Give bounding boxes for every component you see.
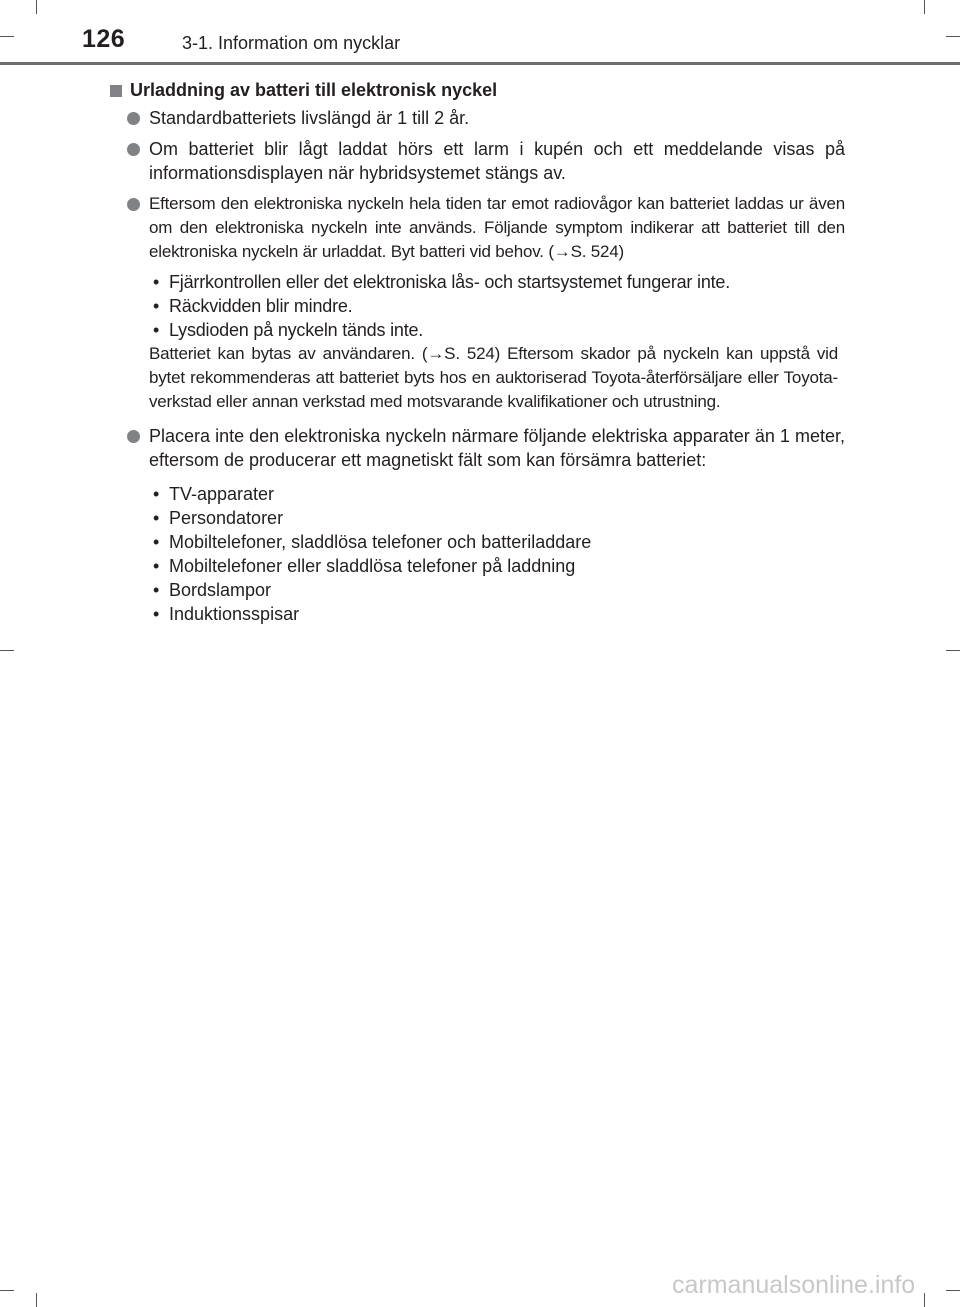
page-content (110, 78, 845, 633)
header-rule (0, 62, 960, 65)
crop-mark (0, 36, 14, 37)
list-item: • Mobiltelefoner eller sladdlösa telefoner på laddning (153, 556, 576, 576)
crop-mark (946, 36, 960, 37)
list-bullet: • (153, 320, 160, 340)
list-item: • Fjärrkontrollen eller det elektroniska lås- och startsystemet fungerar inte. (153, 272, 731, 292)
list-item: • Mobiltelefoner, sladdlösa telefoner och batteriladdare (153, 532, 592, 552)
list-bullet: • (153, 508, 160, 528)
list-item: • Persondatorer (153, 508, 284, 528)
crop-mark (946, 650, 960, 651)
section-title: 3-1. Information om nycklar (182, 33, 401, 53)
section-heading (110, 78, 845, 102)
list-item: • Bordslampor (153, 580, 272, 600)
list-bullet: • (153, 580, 160, 600)
circle-bullet-icon (127, 430, 140, 443)
bullet-text: Eftersom den elektroniska nyckeln hela tiden tar emot radiovågor kan batteriet laddas ur även om den elektroniska nyckeln inte används. Följande symptom indikerar att batteriet till den elektroniska nyckeln är urladdat. Byt batteri vid behov. (→S. 524) (149, 194, 845, 261)
list-item: • Lysdioden på nyckeln tänds inte. (153, 320, 424, 340)
crop-mark (924, 0, 925, 14)
square-bullet-icon (110, 85, 122, 97)
list-bullet: • (153, 484, 160, 504)
appliance-list (149, 482, 845, 626)
list-item: • TV-apparater (153, 484, 275, 504)
list-item: • Induktionsspisar (153, 604, 300, 624)
circle-bullet-icon (127, 143, 140, 156)
site-watermark: carmanualsonline.info (672, 1271, 916, 1299)
bullet-text: Placera inte den elektroniska nyckeln närmare följande elektriska apparater än 1 meter, eftersom de producerar ett magnetiskt fält som kan försämra batteriet: (149, 426, 845, 470)
bullet-item (110, 137, 845, 185)
crop-mark (946, 1290, 960, 1291)
list-bullet: • (153, 604, 160, 624)
list-bullet: • (153, 532, 160, 552)
bullet-item (110, 192, 845, 414)
section-heading-text: Urladdning av batteri till elektronisk nyckel (130, 80, 498, 100)
battery-note: Batteriet kan bytas av användaren. (→S. 524) Eftersom skador på nyckeln kan uppstå vid bytet rekommenderas att batteriet byts hos en auktoriserad Toyota-återförsäljare eller Toyota-verkstad eller annan verkstad med motsvarande kvalifikationer och utrustning. (149, 344, 838, 411)
circle-bullet-icon (127, 198, 140, 211)
list-item: • Räckvidden blir mindre. (153, 296, 353, 316)
list-bullet: • (153, 296, 160, 316)
crop-mark (0, 1290, 14, 1291)
list-bullet: • (153, 556, 160, 576)
crop-mark (36, 0, 37, 14)
bullet-text: Standardbatteriets livslängd är 1 till 2 år. (149, 108, 470, 128)
bullet-text: Om batteriet blir lågt laddat hörs ett larm i kupén och ett meddelande visas på informationsdisplayen när hybridsystemet stängs av. (149, 139, 845, 183)
crop-mark (36, 1293, 37, 1307)
bullet-item (110, 424, 845, 626)
page-number: 126 (82, 25, 126, 53)
crop-mark (0, 650, 14, 651)
bullet-item (110, 106, 845, 130)
symptom-list (149, 270, 845, 342)
circle-bullet-icon (127, 112, 140, 125)
crop-mark (924, 1293, 925, 1307)
list-bullet: • (153, 272, 160, 292)
